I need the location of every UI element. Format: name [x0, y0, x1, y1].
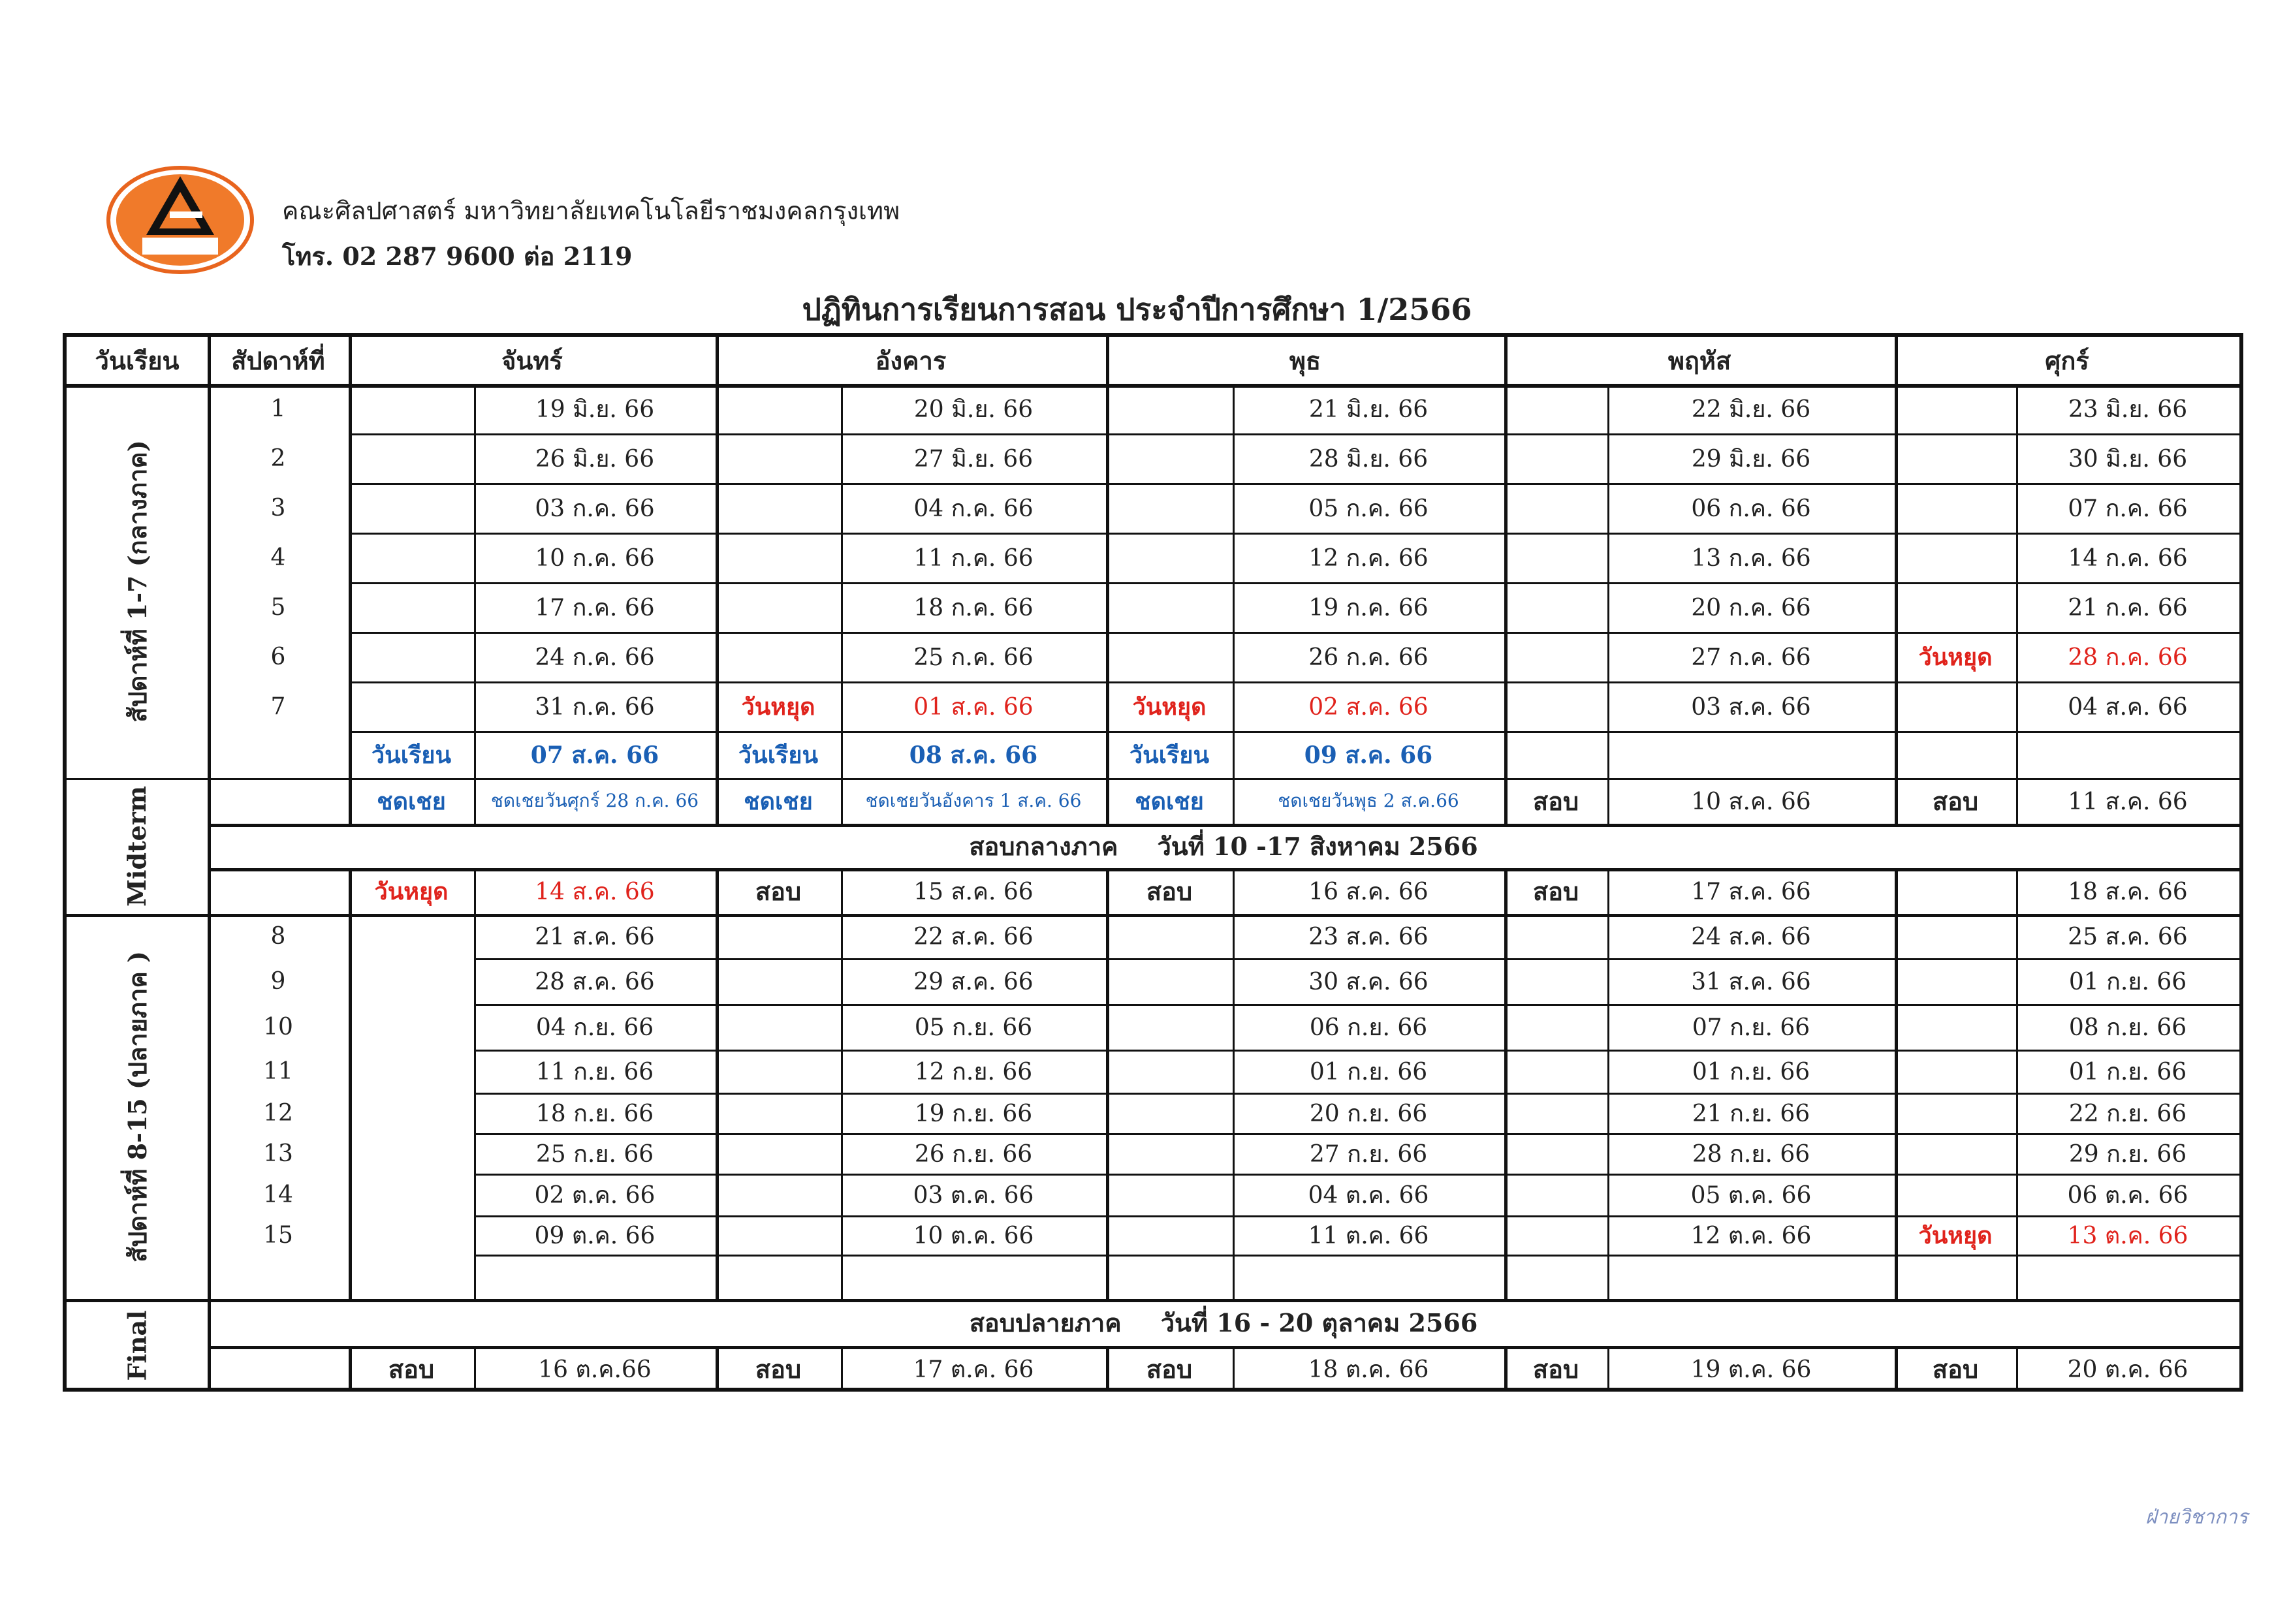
week-number: 1 [270, 395, 286, 422]
grid-line [349, 868, 352, 1299]
column-header-tue: อังคาร [875, 345, 947, 375]
column-header-thu: พฤหัส [1667, 345, 1731, 375]
grid-line [349, 337, 352, 824]
section-midterm [67, 778, 208, 914]
wed-date: 04 ต.ค. 66 [1308, 1181, 1429, 1209]
section-final-text: Final [122, 1309, 152, 1381]
grid-line [841, 868, 843, 1299]
grid-line [1607, 868, 1609, 1299]
section-final [67, 1299, 208, 1392]
column-header-study: วันเรียน [95, 345, 180, 375]
fri-date: 04 ส.ค. 66 [2068, 693, 2188, 721]
thu-date: 20 ก.ค. 66 [1691, 594, 1811, 621]
grid-line [208, 868, 2239, 871]
mon-note: วันหยุด [374, 877, 449, 905]
thu-note: สอบ [1532, 786, 1579, 816]
mon-note: วันเรียน [371, 741, 452, 769]
section-first-half [67, 384, 208, 778]
fri-date: 01 ก.ย. 66 [2068, 1058, 2187, 1085]
week-number: 9 [270, 967, 286, 995]
thu-date: 06 ก.ค. 66 [1691, 495, 1811, 522]
grid-line [349, 681, 2239, 683]
grid-line [474, 1174, 2239, 1176]
grid-line [2016, 1346, 2018, 1392]
tue-date: 17 ต.ค. 66 [913, 1356, 1034, 1383]
fri-note: วันหยุด [1918, 643, 1993, 671]
grid-line [349, 582, 2239, 584]
tue-date: 15 ส.ค. 66 [913, 878, 1034, 905]
midterm-label: สอบกลางภาค [969, 831, 1118, 861]
grid-line [349, 533, 2239, 535]
wed-date: 05 ก.ค. 66 [1308, 495, 1429, 522]
grid-line [1895, 1346, 1898, 1392]
final-dates: วันที่ 16 - 20 ตุลาคม 2566 [1160, 1307, 1478, 1337]
fri-date: 25 ส.ค. 66 [2068, 923, 2188, 950]
grid-line [1895, 868, 1898, 1299]
grid-line [349, 1346, 352, 1392]
mon-date: 02 ต.ค. 66 [534, 1181, 655, 1209]
tue-date: 01 ส.ค. 66 [913, 693, 1034, 721]
wed-date: ชดเชยวันพุธ 2 ส.ค.66 [1278, 790, 1459, 811]
fri-note: วันหยุด [1918, 1221, 1993, 1249]
grid-line [716, 1346, 719, 1392]
mon-date: ชดเชยวันศุกร์ 28 ก.ค. 66 [490, 790, 699, 811]
grid-line [716, 337, 719, 824]
wed-date: 21 มิ.ย. 66 [1308, 396, 1429, 423]
faculty-logo [104, 164, 256, 275]
thu-date: 07 ก.ย. 66 [1692, 1014, 1810, 1041]
wed-date: 28 มิ.ย. 66 [1308, 445, 1429, 473]
week-number: 5 [270, 593, 286, 621]
fri-date: 18 ส.ค. 66 [2068, 878, 2188, 905]
tue-date: 29 ส.ค. 66 [913, 968, 1034, 995]
fri-date: 21 ก.ค. 66 [2068, 594, 2188, 621]
week-number: 10 [263, 1013, 293, 1040]
mon-date: 19 มิ.ย. 66 [535, 396, 655, 423]
phone-number: โทร. 02 287 9600 ต่อ 2119 [282, 242, 633, 271]
fri-date: 23 มิ.ย. 66 [2068, 396, 2188, 423]
tue-note: ชดเชย [744, 787, 813, 815]
wed-date: 02 ส.ค. 66 [1308, 693, 1429, 721]
wed-date: 23 ส.ค. 66 [1308, 923, 1429, 950]
tue-date: 04 ก.ค. 66 [913, 495, 1034, 522]
wed-date: 11 ต.ค. 66 [1308, 1222, 1429, 1249]
thu-date: 12 ต.ค. 66 [1690, 1222, 1812, 1249]
thu-date: 31 ส.ค. 66 [1691, 968, 1811, 995]
grid-line [349, 632, 2239, 634]
tue-date: 05 ก.ย. 66 [914, 1014, 1033, 1041]
thu-date: 19 ต.ค. 66 [1690, 1356, 1812, 1383]
wed-date: 20 ก.ย. 66 [1309, 1100, 1428, 1127]
column-header-week: สัปดาห์ที่ [231, 345, 325, 375]
thu-date: 22 มิ.ย. 66 [1691, 396, 1811, 423]
tue-date: 19 ก.ย. 66 [914, 1100, 1033, 1127]
tue-date: 12 ก.ย. 66 [914, 1058, 1033, 1085]
tue-date: 22 ส.ค. 66 [913, 923, 1034, 950]
week-number: 3 [270, 494, 286, 522]
fri-date: 22 ก.ย. 66 [2068, 1100, 2187, 1127]
mon-date: 26 มิ.ย. 66 [535, 445, 655, 473]
grid-line [1895, 337, 1898, 824]
column-header-mon: จันทร์ [501, 345, 563, 375]
tue-note: วันเรียน [738, 741, 819, 769]
mon-note: ชดเชย [377, 787, 446, 815]
tue-date: ชดเชยวันอังคาร 1 ส.ค. 66 [865, 790, 1082, 811]
grid-line [208, 1346, 2239, 1349]
week-number: 6 [270, 643, 286, 670]
wed-date: 30 ส.ค. 66 [1308, 968, 1429, 995]
grid-line [2016, 868, 2018, 1299]
wed-note: สอบ [1146, 876, 1193, 906]
grid-line [474, 384, 476, 824]
grid-line [841, 1346, 843, 1392]
thu-date: 28 ก.ย. 66 [1692, 1140, 1810, 1168]
thu-date: 03 ส.ค. 66 [1691, 693, 1811, 721]
tue-date: 26 ก.ย. 66 [914, 1140, 1033, 1168]
mon-date: 16 ต.ค.66 [538, 1356, 652, 1383]
mon-date: 03 ก.ค. 66 [535, 495, 655, 522]
wed-note: วันเรียน [1129, 741, 1210, 769]
thu-date: 21 ก.ย. 66 [1692, 1100, 1810, 1127]
week-number: 15 [263, 1221, 293, 1249]
grid-line [349, 731, 2239, 733]
thu-date: 01 ก.ย. 66 [1692, 1058, 1810, 1085]
fri-date: 20 ต.ค. 66 [2067, 1356, 2188, 1383]
grid-line [474, 868, 476, 1299]
calendar-table [63, 333, 2243, 1392]
grid-line [67, 1299, 2239, 1302]
tue-date: 03 ต.ค. 66 [913, 1181, 1034, 1209]
grid-line [716, 868, 719, 1299]
final-banner [208, 1299, 2239, 1346]
week-number: 14 [263, 1181, 293, 1208]
tue-note: สอบ [755, 876, 802, 906]
wed-date: 19 ก.ค. 66 [1308, 594, 1429, 621]
thu-date: 13 ก.ค. 66 [1691, 544, 1811, 572]
wed-date: 09 ส.ค. 66 [1304, 741, 1433, 769]
week-number: 4 [270, 544, 286, 571]
wed-date: 01 ก.ย. 66 [1309, 1058, 1428, 1085]
final-label: สอบปลายภาค [969, 1307, 1122, 1337]
section-first-half-text: สัปดาห์ที่ 1-7 (กลางภาค) [122, 439, 152, 723]
grid-line [474, 1346, 476, 1392]
column-header-fri: ศุกร์ [2045, 345, 2089, 375]
section-second-half [67, 914, 208, 1299]
grid-line [67, 384, 2239, 388]
midterm-banner [208, 824, 2239, 868]
thu-date: 10 ส.ค. 66 [1691, 788, 1811, 815]
grid-line [67, 778, 2239, 780]
page-title: ปฏิทินการเรียนการสอน ประจำปีการศึกษา 1/2566 [802, 292, 1472, 327]
grid-line [1607, 1346, 1609, 1392]
mon-date: 21 ส.ค. 66 [535, 923, 655, 950]
tue-date: 27 มิ.ย. 66 [913, 445, 1034, 473]
tue-date: 18 ก.ค. 66 [913, 594, 1034, 621]
grid-line [474, 1050, 2239, 1052]
week-number: 13 [263, 1140, 293, 1167]
fri-date: 01 ก.ย. 66 [2068, 968, 2187, 995]
thu-note: สอบ [1532, 876, 1579, 906]
mon-date: 18 ก.ย. 66 [535, 1100, 654, 1127]
grid-line [474, 1255, 2239, 1257]
grid-line [474, 1133, 2239, 1135]
week-number: 8 [270, 922, 286, 950]
grid-line [841, 384, 843, 824]
grid-line [67, 914, 2239, 917]
grid-line [474, 1093, 2239, 1095]
mon-date: 25 ก.ย. 66 [535, 1140, 654, 1168]
wed-note: วันหยุด [1132, 693, 1207, 721]
thu-date: 17 ส.ค. 66 [1691, 878, 1811, 905]
mon-date: 14 ส.ค. 66 [535, 878, 655, 905]
mon-date: 31 ก.ค. 66 [535, 693, 655, 721]
wed-date: 26 ก.ค. 66 [1308, 644, 1429, 671]
section-second-half-text: สัปดาห์ที่ 8-15 (ปลายภาค ) [122, 950, 152, 1262]
mon-date: 10 ก.ค. 66 [535, 544, 655, 572]
tue-date: 20 มิ.ย. 66 [913, 396, 1034, 423]
grid-line [1504, 868, 1508, 1299]
fri-date: 29 ก.ย. 66 [2068, 1140, 2187, 1168]
fri-date: 30 มิ.ย. 66 [2068, 445, 2188, 473]
fri-note: สอบ [1932, 1354, 1979, 1384]
organization-name: คณะศิลปศาสตร์ มหาวิทยาลัยเทคโนโลยีราชมงคลกรุงเทพ [282, 196, 900, 225]
mon-date: 24 ก.ค. 66 [535, 644, 655, 671]
grid-line [1233, 1346, 1235, 1392]
tue-date: 08 ส.ค. 66 [909, 741, 1038, 769]
grid-line [1233, 384, 1235, 824]
grid-line [349, 433, 2239, 435]
thu-date: 29 มิ.ย. 66 [1691, 445, 1811, 473]
tue-date: 11 ก.ค. 66 [913, 544, 1034, 572]
wed-date: 12 ก.ค. 66 [1308, 544, 1429, 572]
thu-date: 27 ก.ค. 66 [1691, 644, 1811, 671]
wed-note: สอบ [1146, 1354, 1193, 1384]
midterm-dates: วันที่ 10 -17 สิงหาคม 2566 [1157, 831, 1478, 861]
mon-date: 07 ส.ค. 66 [530, 741, 659, 769]
mon-date: 17 ก.ค. 66 [535, 594, 655, 621]
mon-date: 04 ก.ย. 66 [535, 1014, 654, 1041]
week-number: 11 [263, 1057, 293, 1085]
tue-date: 10 ต.ค. 66 [913, 1222, 1034, 1249]
thu-date: 24 ส.ค. 66 [1691, 923, 1811, 950]
tue-note: วันหยุด [741, 693, 815, 721]
grid-line [1106, 868, 1109, 1299]
grid-line [208, 824, 2239, 827]
section-midterm-text: Midterm [122, 785, 152, 907]
mon-date: 09 ต.ค. 66 [534, 1222, 655, 1249]
week-number: 7 [270, 693, 286, 720]
grid-line [1504, 1346, 1508, 1392]
fri-date: 28 ก.ค. 66 [2068, 644, 2188, 671]
mon-date: 28 ส.ค. 66 [535, 968, 655, 995]
fri-date: 06 ต.ค. 66 [2067, 1181, 2188, 1209]
grid-line [1106, 337, 1109, 824]
grid-line [349, 483, 2239, 485]
grid-line [1504, 337, 1508, 824]
week-number: 2 [270, 445, 286, 472]
grid-line [474, 1215, 2239, 1217]
wed-note: ชดเชย [1135, 787, 1204, 815]
mon-date: 11 ก.ย. 66 [535, 1058, 654, 1085]
thu-note: สอบ [1532, 1354, 1579, 1384]
grid-line [1106, 1346, 1109, 1392]
thu-date: 05 ต.ค. 66 [1690, 1181, 1812, 1209]
fri-date: 08 ก.ย. 66 [2068, 1014, 2187, 1041]
column-header-wed: พุธ [1289, 345, 1321, 375]
signature: ฝ่ายวิชาการ [2145, 1506, 2248, 1529]
wed-date: 06 ก.ย. 66 [1309, 1014, 1428, 1041]
wed-date: 16 ส.ค. 66 [1308, 878, 1429, 905]
fri-date: 11 ส.ค. 66 [2068, 788, 2188, 815]
fri-note: สอบ [1932, 786, 1979, 816]
tue-date: 25 ก.ค. 66 [913, 644, 1034, 671]
tue-note: สอบ [755, 1354, 802, 1384]
grid-line [1607, 384, 1609, 824]
fri-date: 14 ก.ค. 66 [2068, 544, 2188, 572]
fri-date: 07 ก.ค. 66 [2068, 495, 2188, 522]
grid-line [474, 958, 2239, 960]
fri-date: 13 ต.ค. 66 [2067, 1222, 2188, 1249]
grid-line [1233, 868, 1235, 1299]
grid-line [208, 337, 211, 1392]
grid-line [2016, 384, 2018, 824]
week-number: 12 [263, 1099, 293, 1127]
grid-line [474, 1004, 2239, 1006]
wed-date: 18 ต.ค. 66 [1308, 1356, 1429, 1383]
wed-date: 27 ก.ย. 66 [1309, 1140, 1428, 1168]
mon-note: สอบ [388, 1354, 435, 1384]
